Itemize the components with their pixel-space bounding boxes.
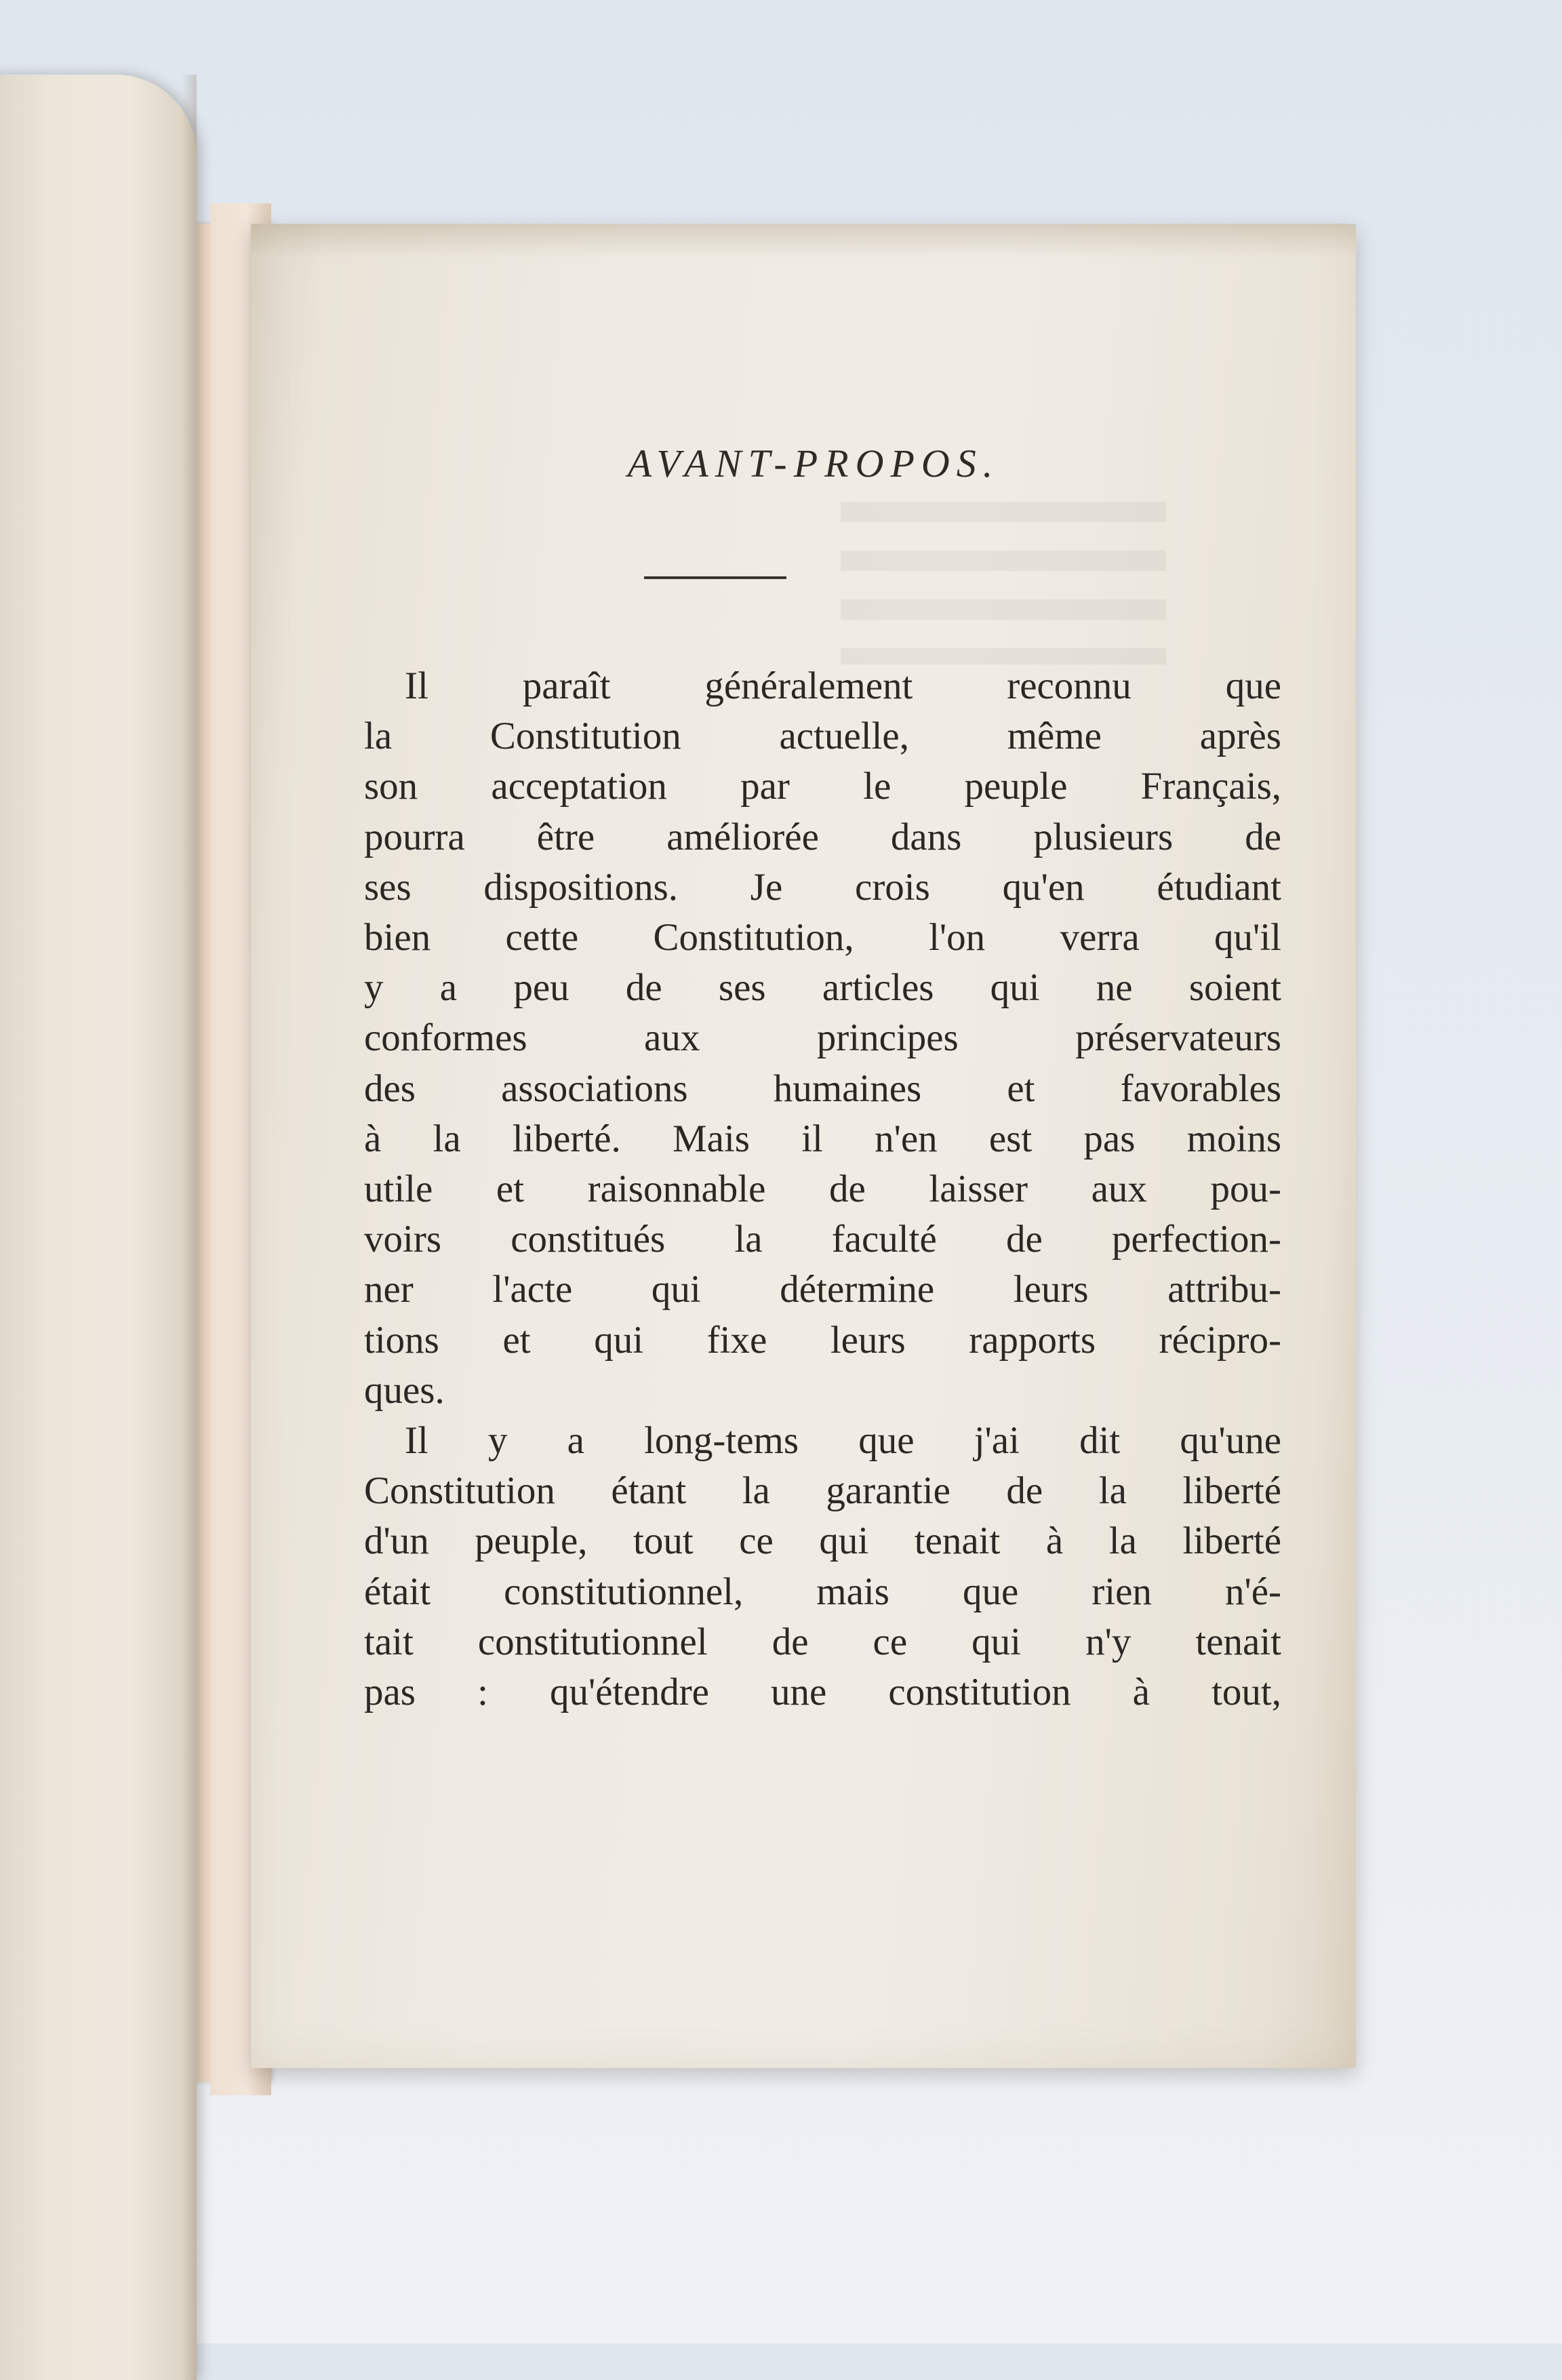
previous-page <box>0 75 197 2380</box>
text-line: ner l'acte qui détermine leurs attribu- <box>364 1268 1281 1311</box>
text-line: Il y a long-tems que j'ai dit qu'une <box>405 1419 1281 1463</box>
text-line: y a peu de ses articles qui ne soient <box>364 966 1281 1010</box>
text-line: à la liberté. Mais il n'en est pas moins <box>364 1117 1281 1160</box>
text-line: voirs constitués la faculté de perfection- <box>364 1218 1281 1261</box>
text-line: pas : qu'étendre une constitution à tout, <box>364 1671 1281 1714</box>
text-line: Il paraît généralement reconnu que <box>405 665 1281 707</box>
text-line: la Constitution actuelle, même après <box>364 715 1281 758</box>
page-heading: AVANT-PROPOS. <box>627 441 1000 485</box>
text-line: tait constitutionnel de ce qui n'y tenait <box>364 1620 1281 1663</box>
text-line: était constitutionnel, mais que rien n'é- <box>364 1570 1281 1613</box>
text-line: utile et raisonnable de laisser aux pou- <box>364 1168 1281 1211</box>
text-line: Constitution étant la garantie de la liberté <box>364 1469 1281 1513</box>
text-line: conformes aux principes préservateurs <box>364 1016 1281 1060</box>
text-line: ses dispositions. Je crois qu'en étudiant <box>364 865 1281 909</box>
book-page <box>251 224 1356 2068</box>
text-line: tions et qui fixe leurs rapports récipro- <box>364 1318 1281 1362</box>
heading-rule <box>644 576 786 579</box>
text-line: pourra être améliorée dans plusieurs de <box>364 815 1281 858</box>
text-line: des associations humaines et favorables <box>364 1067 1281 1110</box>
ink-bleed-through <box>841 502 1166 665</box>
body-text <box>364 661 1281 1718</box>
text-line: d'un peuple, tout ce qui tenait à la liberté <box>364 1520 1281 1563</box>
text-line: bien cette Constitution, l'on verra qu'il <box>364 916 1281 959</box>
text-line: ques. <box>364 1368 445 1412</box>
text-line: son acceptation par le peuple Français, <box>364 765 1281 808</box>
